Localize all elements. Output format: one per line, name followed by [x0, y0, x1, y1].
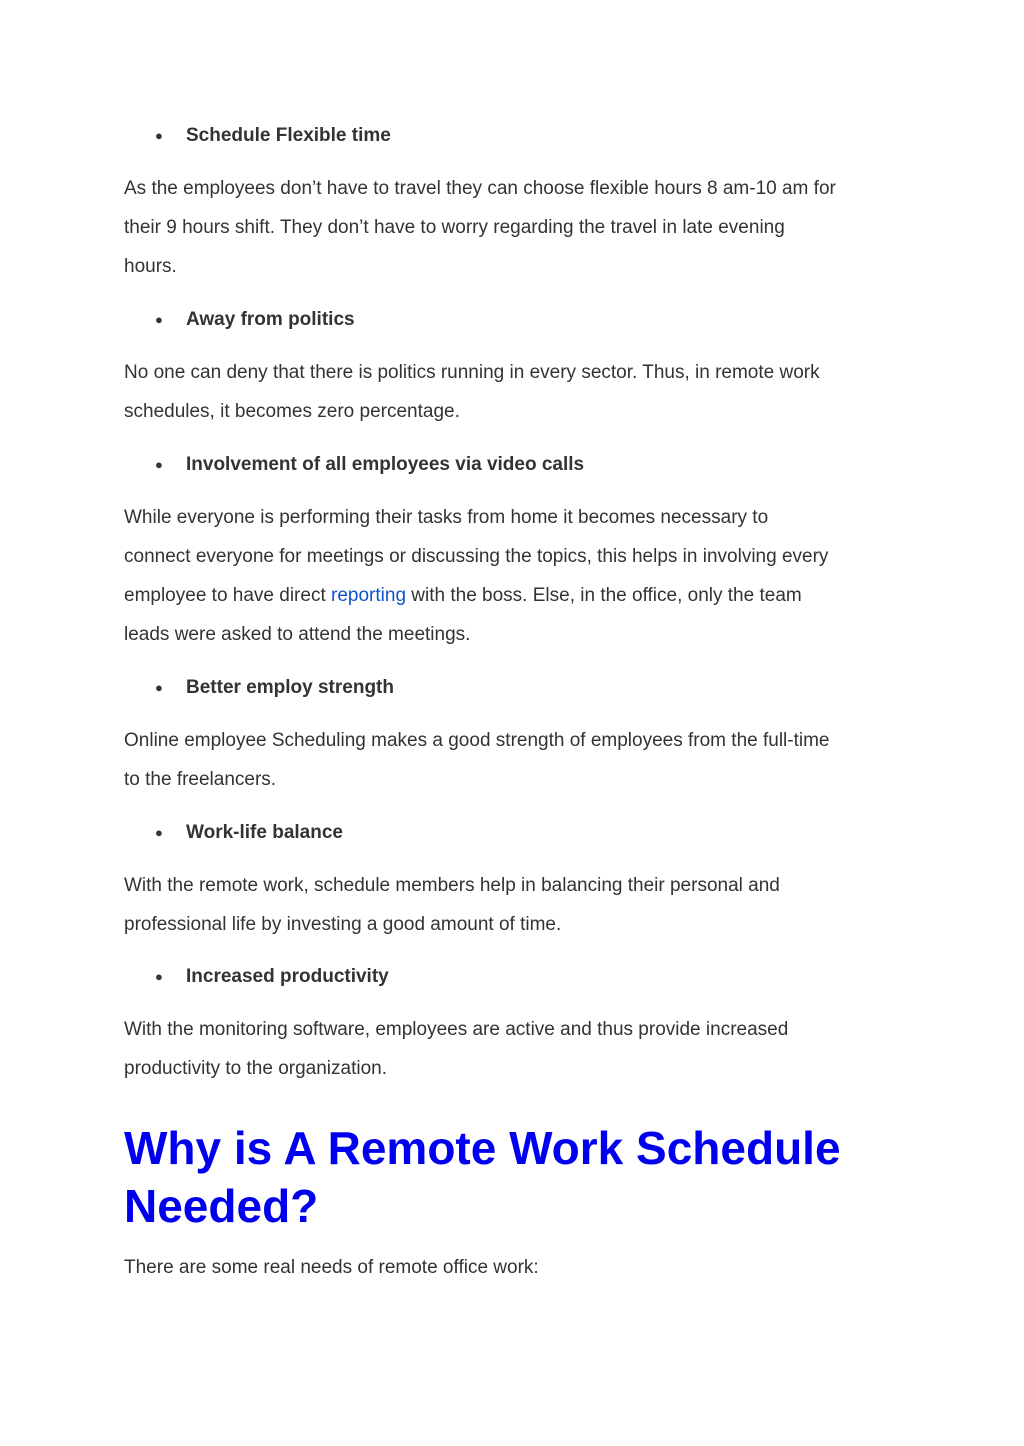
- paragraph-line: There are some real needs of remote office work:: [124, 1257, 539, 1278]
- paragraph-line: [124, 576, 904, 615]
- paragraph: [124, 169, 904, 286]
- bullet-label: Schedule Flexible time: [186, 125, 391, 146]
- heading-line: Needed?: [124, 1180, 319, 1232]
- paragraph: [124, 353, 904, 431]
- paragraph-line: While everyone is performing their tasks from home it becomes necessary to: [124, 507, 769, 528]
- heading-line: Why is A Remote Work Schedule: [124, 1122, 841, 1174]
- paragraph-line: With the monitoring software, employees are active and thus provide increased: [124, 1019, 789, 1040]
- bullet-dot-icon: ●: [155, 128, 163, 143]
- paragraph-line: hours.: [124, 256, 177, 277]
- bullet-dot-icon: ●: [155, 825, 163, 840]
- paragraph: [124, 721, 904, 799]
- paragraph-line: No one can deny that there is politics running in every sector. Thus, in remote work: [124, 362, 820, 383]
- section-heading: [124, 1119, 904, 1235]
- bullet-dot-icon: ●: [155, 312, 163, 327]
- link-line-after: with the boss. Else, in the office, only the team: [406, 585, 802, 606]
- paragraph-line: As the employees don’t have to travel they can choose flexible hours 8 am-10 am for: [124, 178, 836, 199]
- bullet-label: Better employ strength: [186, 677, 394, 698]
- bullet-dot-icon: ●: [155, 457, 163, 472]
- paragraph: [124, 1248, 904, 1287]
- bullet-label: Involvement of all employees via video calls: [186, 454, 585, 475]
- bullet-label: Away from politics: [186, 309, 355, 330]
- bullet-dot-icon: ●: [155, 680, 163, 695]
- paragraph-line: schedules, it becomes zero percentage.: [124, 401, 460, 422]
- paragraph: [124, 866, 904, 944]
- reporting-link[interactable]: reporting: [331, 585, 407, 606]
- paragraph-line: With the remote work, schedule members help in balancing their personal and: [124, 875, 780, 896]
- paragraph-line: productivity to the organization.: [124, 1058, 387, 1079]
- paragraph-line: Online employee Scheduling makes a good strength of employees from the full-time: [124, 730, 830, 751]
- paragraph-line: professional life by investing a good amount of time.: [124, 914, 562, 935]
- link-line-before: employee to have direct: [124, 585, 332, 606]
- paragraph-line: leads were asked to attend the meetings.: [124, 624, 471, 645]
- paragraph-line: connect everyone for meetings or discussing the topics, this helps in involving every: [124, 546, 829, 567]
- paragraph-line: their 9 hours shift. They don’t have to worry regarding the travel in late evening: [124, 217, 785, 238]
- paragraph: [124, 498, 904, 654]
- bullet-label: Increased productivity: [186, 966, 389, 987]
- paragraph: [124, 1010, 904, 1088]
- paragraph-line: to the freelancers.: [124, 769, 277, 790]
- bullet-dot-icon: ●: [155, 969, 163, 984]
- bullet-label: Work-life balance: [186, 822, 343, 843]
